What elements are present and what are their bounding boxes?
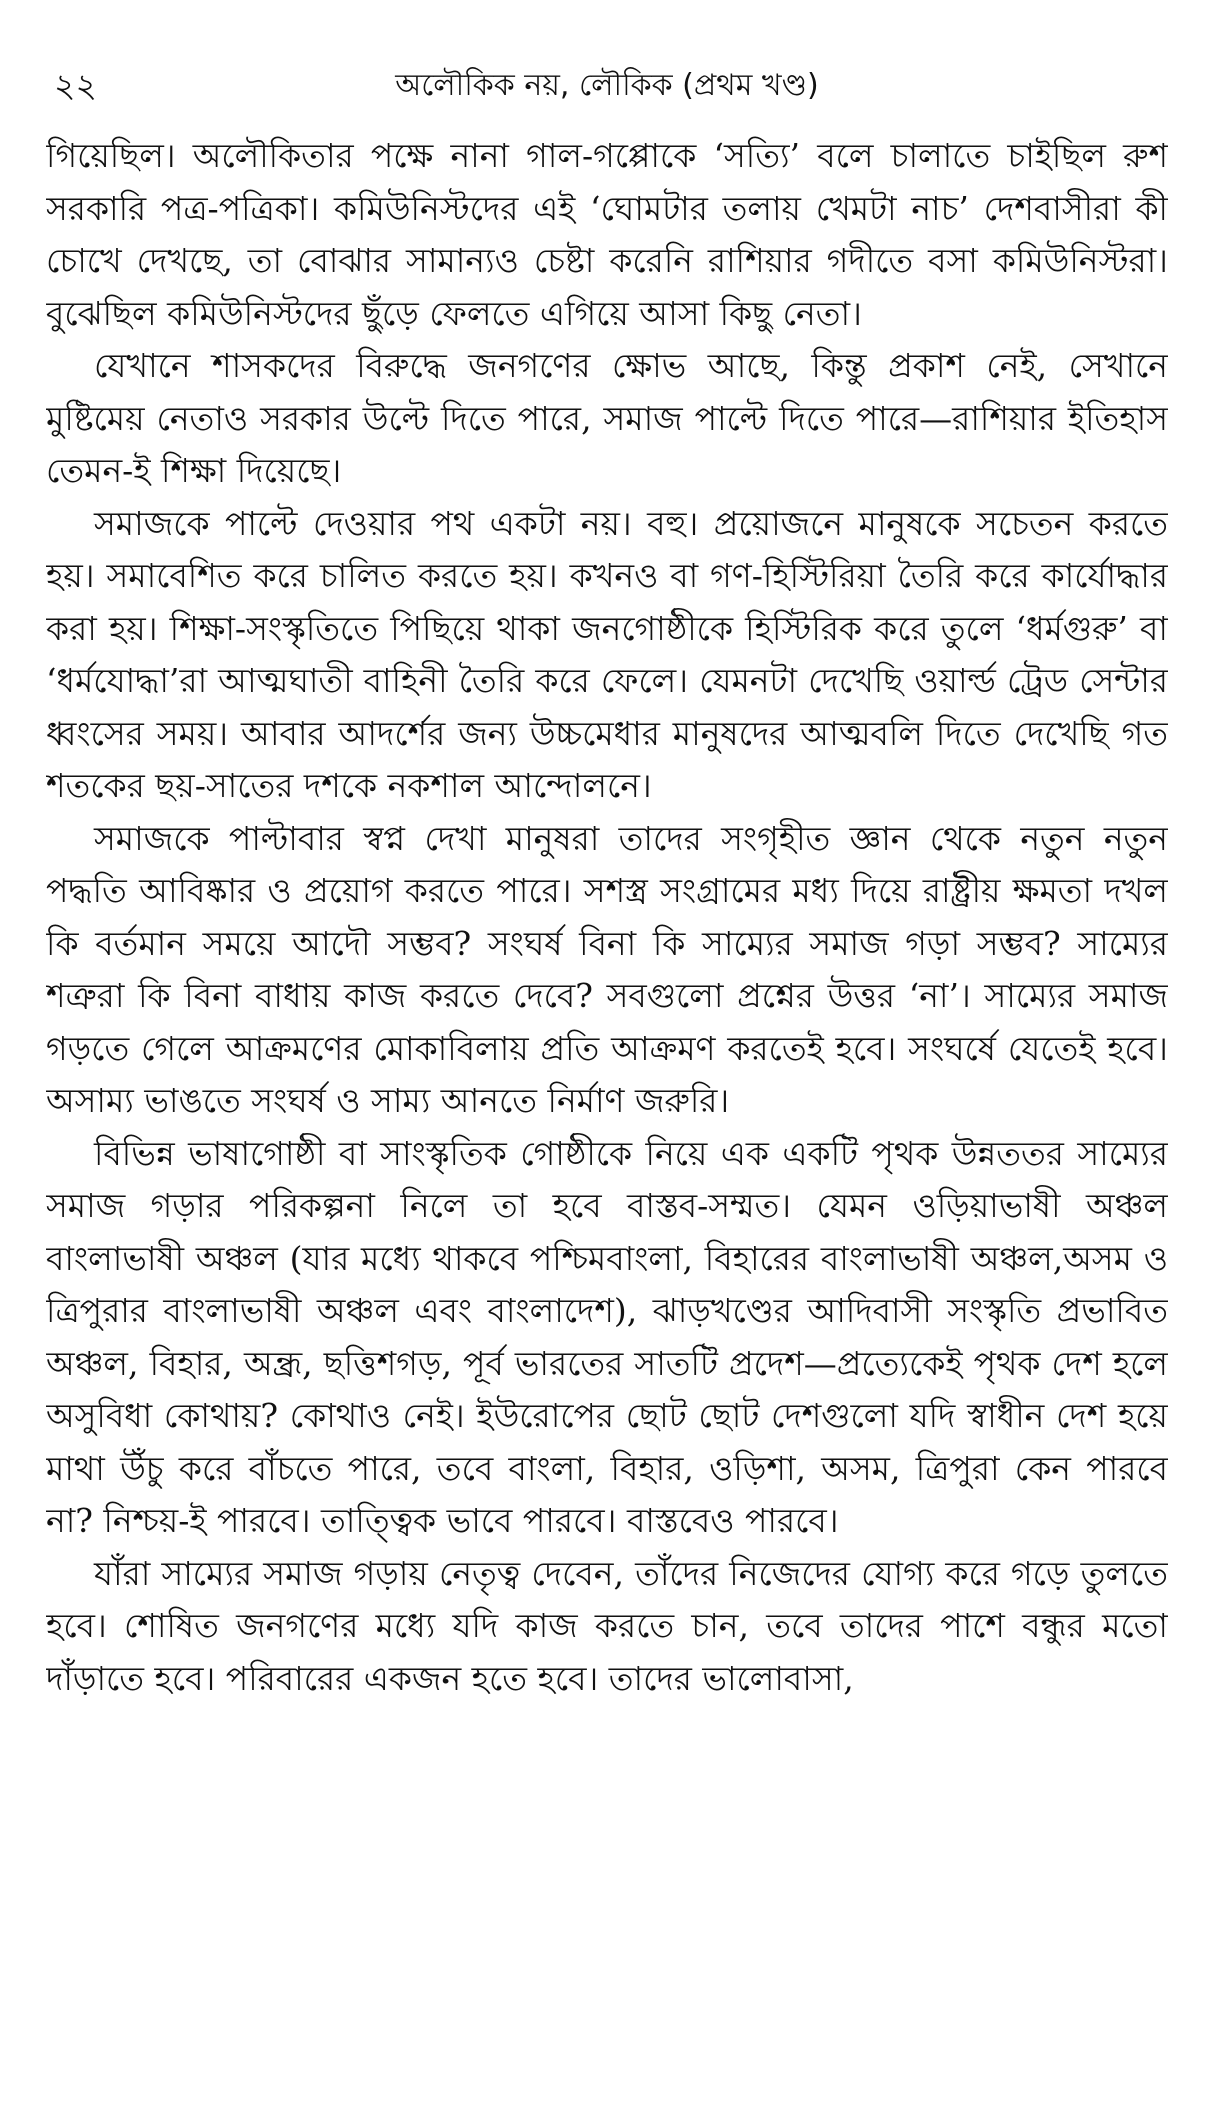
book-page [46,52,1168,2082]
paragraph: যেখানে শাসকদের বিরুদ্ধে জনগণের ক্ষোভ আছে, কিন্তু প্রকাশ নেই, সেখানে মুষ্টিমেয় নেতাও সরকার উল্টে দিতে পারে, সমাজ পাল্টে দিতে পারে—রাশিয়ার ইতিহাস তেমন-ই শিক্ষা দিয়েছে। [46,346,1168,490]
paragraph: গিয়েছিল। অলৌকিতার পক্ষে নানা গাল-গপ্পোকে ‘সত্যি’ বলে চালাতে চাইছিল রুশ সরকারি পত্র-পত্রিকা। কমিউনিস্টদের এই ‘ঘোমটার তলায় খেমটা নাচ’ দেশবাসীরা কী চোখে দেখছে, তা বোঝার সামান্যও চেষ্টা করেনি রাশিয়ার গদীতে বসা কমিউনিস্টরা। বুঝেছিল কমিউনিস্টদের ছুঁড়ে ফেলতে এগিয়ে আসা কিছু নেতা। [46,136,1168,333]
running-title: অলৌকিক নয়, লৌকিক (প্রথম খণ্ড) [395,68,819,103]
page-header [46,52,1168,122]
paragraph: সমাজকে পাল্টে দেওয়ার পথ একটা নয়। বহু। প্রয়োজনে মানুষকে সচেতন করতে হয়। সমাবেশিত করে চালিত করতে হয়। কখনও বা গণ-হিস্টিরিয়া তৈরি করে কার্যোদ্ধার করা হয়। শিক্ষা-সংস্কৃতিতে পিছিয়ে থাকা জনগোষ্ঠীকে হিস্টিরিক করে তুলে ‘ধর্মগুরু’ বা ‘ধর্মযোদ্ধা’রা আত্মঘাতী বাহিনী তৈরি করে ফেলে। যেমনটা দেখেছি ওয়ার্ল্ড ট্রেড সেন্টার ধ্বংসের সময়। আবার আদর্শের জন্য উচ্চমেধার মানুষদের আত্মবলি দিতে দেখেছি গত শতকের ছয়-সাতের দশকে নকশাল আন্দোলনে। [46,503,1168,805]
body-text [46,130,1168,1705]
paragraph: সমাজকে পাল্টাবার স্বপ্ন দেখা মানুষরা তাদের সংগৃহীত জ্ঞান থেকে নতুন নতুন পদ্ধতি আবিষ্কার ও প্রয়োগ করতে পারে। সশস্ত্র সংগ্রামের মধ্য দিয়ে রাষ্ট্রীয় ক্ষমতা দখল কি বর্তমান সময়ে আদৌ সম্ভব? সংঘর্ষ বিনা কি সাম্যের সমাজ গড়া সম্ভব? সাম্যের শত্রুরা কি বিনা বাধায় কাজ করতে দেবে? সবগুলো প্রশ্নের উত্তর ‘না’। সাম্যের সমাজ গড়তে গেলে আক্রমণের মোকাবিলায় প্রতি আক্রমণ করতেই হবে। সংঘর্ষে যেতেই হবে। অসাম্য ভাঙতে সংঘর্ষ ও সাম্য আনতে নির্মাণ জরুরি। [46,818,1168,1120]
page-number: ২২ [54,66,97,105]
paragraph: বিভিন্ন ভাষাগোষ্ঠী বা সাংস্কৃতিক গোষ্ঠীকে নিয়ে এক একটি পৃথক উন্নততর সাম্যের সমাজ গড়ার পরিকল্পনা নিলে তা হবে বাস্তব-সম্মত। যেমন ওড়িয়াভাষী অঞ্চল বাংলাভাষী অঞ্চল (যার মধ্যে থাকবে পশ্চিমবাংলা, বিহারের বাংলাভাষী অঞ্চল,অসম ও ত্রিপুরার বাংলাভাষী অঞ্চল এবং বাংলাদেশ), ঝাড়খণ্ডের আদিবাসী সংস্কৃতি প্রভাবিত অঞ্চল, বিহার, অন্ধ্র, ছত্তিশগড়, পূর্ব ভারতের সাতটি প্রদেশ—প্রত্যেকেই পৃথক দেশ হলে অসুবিধা কোথায়? কোথাও নেই। ইউরোপের ছোট ছোট দেশগুলো যদি স্বাধীন দেশ হয়ে মাথা উঁচু করে বাঁচতে পারে, তবে বাংলা, বিহার, ওড়িশা, অসম, ত্রিপুরা কেন পারবে না? নিশ্চয়-ই পারবে। তাত্ত্বিক ভাবে পারবে। বাস্তবেও পারবে। [46,1133,1168,1540]
paragraph: যাঁরা সাম্যের সমাজ গড়ায় নেতৃত্ব দেবেন, তাঁদের নিজেদের যোগ্য করে গড়ে তুলতে হবে। শোষিত জনগণের মধ্যে যদি কাজ করতে চান, তবে তাদের পাশে বন্ধুর মতো দাঁড়াতে হবে। পরিবারের একজন হতে হবে। তাদের ভালোবাসা, [46,1553,1168,1698]
